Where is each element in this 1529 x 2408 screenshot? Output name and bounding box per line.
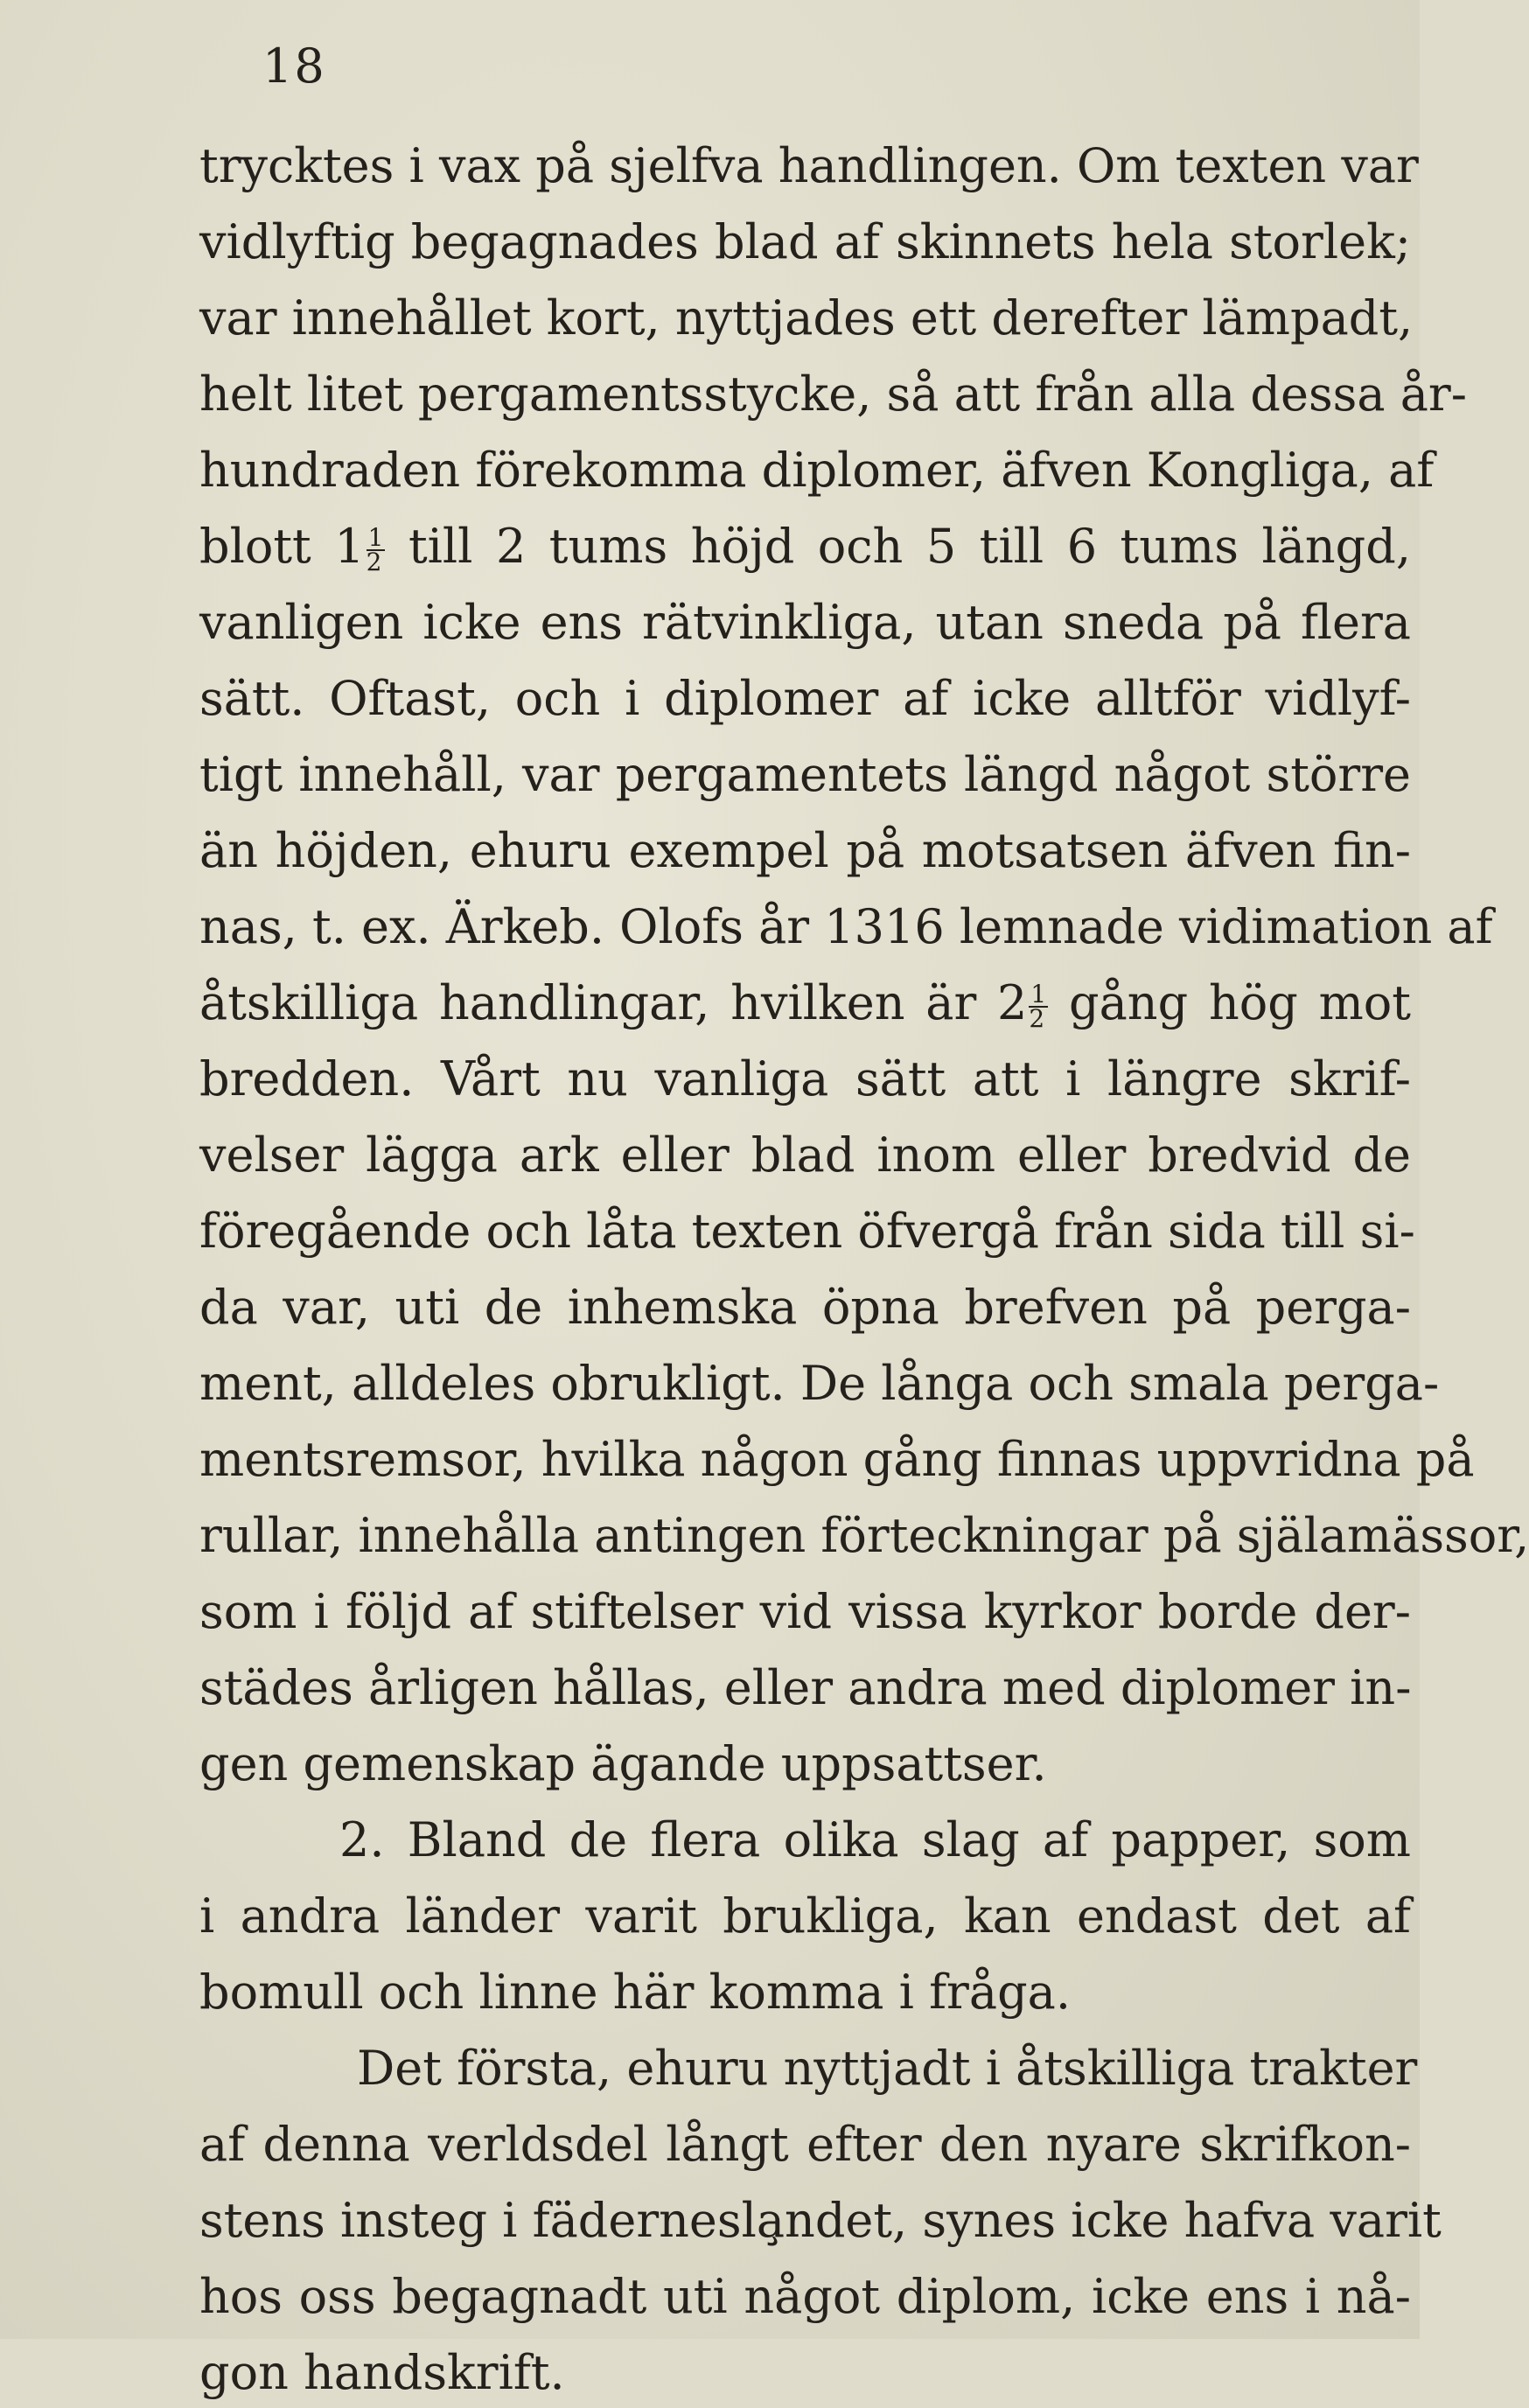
text-line: i andra länder varit brukliga, kan endast det af [199,1888,1411,1944]
text-line: bomull och linne här komma i fråga. [199,1965,1071,2020]
text-line: städes årligen hållas, eller andra med diplomer in- [199,1660,1412,1715]
text-line: af denna verldsdel långt efter den nyare skrifkon- [199,2117,1411,2172]
fraction-numerator: 1 [1030,980,1047,1009]
fraction-numerator: 1 [367,523,384,552]
paragraph-start: 2. Bland de flera olika slag af papper, som [339,1812,1411,1867]
text-line: bredden. Vårt nu vanliga sätt att i längre skrif- [199,1051,1411,1106]
text-line: ment, alldeles obrukligt. De långa och smala perga- [199,1356,1440,1411]
fraction [366,523,386,576]
text-line: gen gemenskap ägande uppsattser. [199,1736,1047,1791]
paragraph-start: Det första, ehuru nyttjadt i åtskilliga trakter [357,2041,1418,2096]
text-line: mentsremsor, hvilka någon gång finnas uppvridna på [199,1432,1475,1487]
text-line: rullar, innehålla antingen förteckningar på själamässor, [199,1508,1529,1563]
text-line: än höjden, ehuru exempel på motsatsen äfven fin- [199,823,1411,878]
text-line: trycktes i vax på sjelfva handlingen. Om texten var [199,138,1419,193]
text-line: velser lägga ark eller blad inom eller bredvid de [199,1127,1411,1183]
text-line: da var, uti de inhemska öpna brefven på perga- [199,1280,1411,1335]
text-line: hundraden förekomma diplomer, äfven Kongliga, af [199,443,1435,498]
text-line: föregående och låta texten öfvergå från sida till si- [199,1204,1415,1259]
text-fragment: gång hög mot [1069,975,1411,1030]
text-fragment: blott 1 [199,519,365,574]
text-line-with-fraction [199,968,1411,1038]
text-line: stens insteg i fädernesla̧ndet, synes icke hafva varit [199,2193,1442,2248]
text-fragment: åtskilliga handlingar, hvilken är 2 [199,975,1028,1030]
text-line-with-fraction [199,512,1411,582]
text-line: var innehållet kort, nyttjades ett derefter lämpadt, [199,290,1414,345]
fraction-denominator: 2 [1029,1004,1045,1033]
page-number: 18 [262,38,326,94]
text-line: nas, t. ex. Ärkeb. Olofs år 1316 lemnade vidimation af [199,899,1493,954]
fraction-denominator: 2 [366,548,382,576]
text-fragment: till 2 tums höjd och 5 till 6 tums längd, [408,519,1411,574]
text-line: tigt innehåll, var pergamentets längd något större [199,747,1411,802]
text-line: som i följd af stiftelser vid vissa kyrkor borde der- [199,1584,1411,1639]
text-line: vanligen icke ens rätvinkliga, utan sneda på flera [199,595,1411,650]
text-line: hos oss begagnadt uti något diplom, icke ens i nå- [199,2269,1411,2324]
text-line: vidlyftig begagnades blad af skinnets hela storlek; [199,214,1411,269]
text-line: gon handskrift. [199,2345,565,2400]
text-line: helt litet pergamentsstycke, så att från alla dessa år- [199,366,1467,422]
text-line: sätt. Oftast, och i diplomer af icke alltför vidlyf- [199,671,1411,726]
fraction [1029,980,1048,1033]
